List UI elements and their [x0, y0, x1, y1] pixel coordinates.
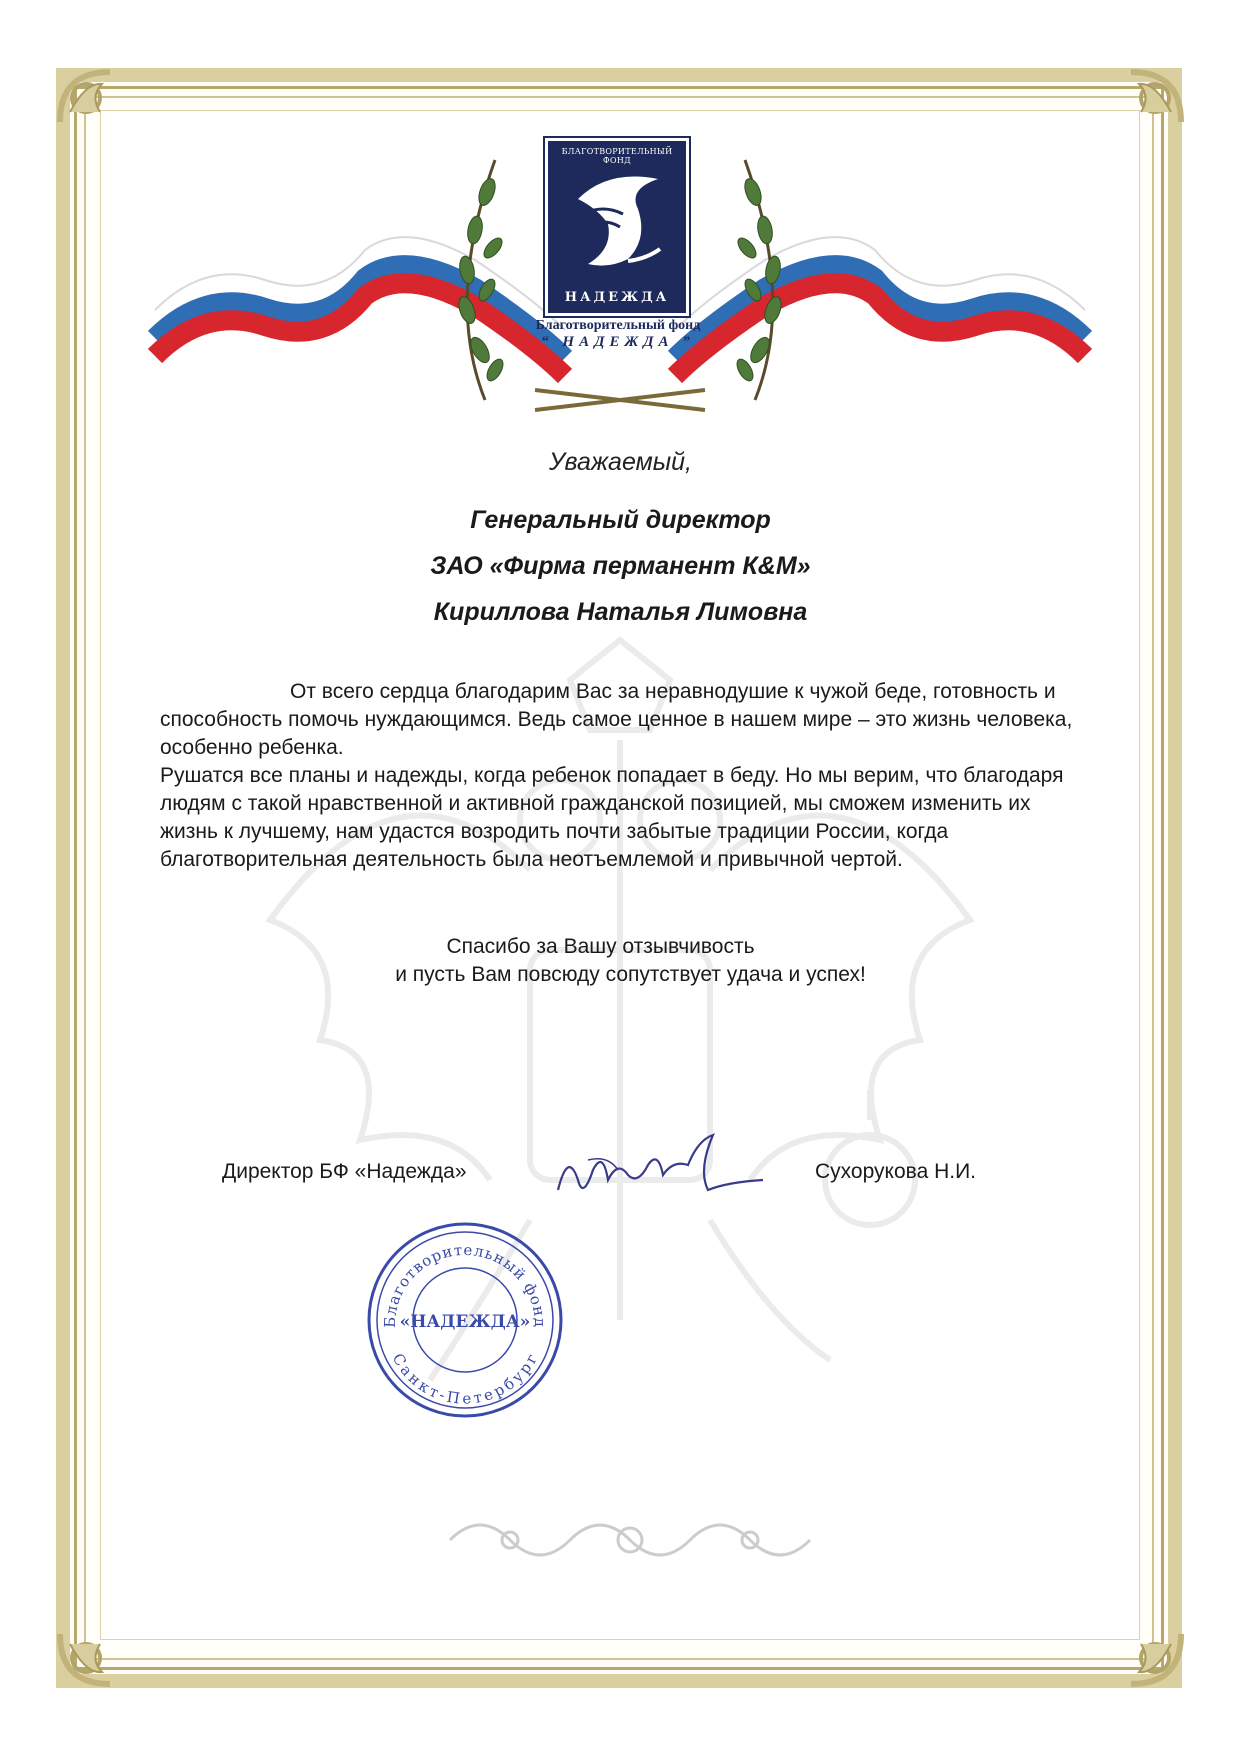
logo-top-text: БЛАГОТВОРИТЕЛЬНЫЙ ФОНД: [561, 147, 673, 165]
handwritten-signature: [548, 1120, 768, 1210]
recipient-title: Генеральный директор: [470, 506, 771, 534]
stamp-bottom-text: Санкт-Петербург: [388, 1350, 542, 1408]
signatory-name: Сухорукова Н.И.: [815, 1160, 977, 1183]
letter-paragraph-1: От всего сердца благодарим Вас за неравнодушие к чужой беде, готовность и способность помочь нуждающимся. Ведь самое ценное в нашем мире – это жизнь человека, особенно ребенка.: [160, 680, 1073, 759]
foundation-logo: [545, 138, 689, 316]
stamp-top-text: Благотворительный фонд: [380, 1240, 550, 1329]
recipient-company: ЗАО «Фирма перманент К&М»: [430, 552, 811, 580]
fund-caption-line2: “ НАДЕЖДА ”: [541, 334, 695, 350]
letter-body: [160, 678, 1090, 874]
signatory-position: Директор БФ «Надежда»: [222, 1160, 467, 1183]
fund-caption-line1: Благотворительный фонд: [535, 318, 701, 333]
greeting: Уважаемый,: [549, 448, 692, 476]
corner-ornament-icon: [50, 1574, 170, 1694]
bottom-ornament-icon: [440, 1505, 820, 1575]
stamp-center-text: «НАДЕЖДА»: [399, 1312, 531, 1332]
foundation-stamp-seal: [360, 1215, 570, 1425]
corner-ornament-icon: [1071, 1574, 1191, 1694]
logo-name: НАДЕЖДА: [564, 290, 670, 305]
thanks-line-1: Спасибо за Вашу отзывчивость: [446, 935, 755, 958]
thanks-line-2: и пусть Вам повсюду сопутствует удача и успех!: [395, 963, 866, 986]
recipient-name: Кириллова Наталья Лимовна: [433, 598, 808, 626]
letter-paragraph-2: Рушатся все планы и надежды, когда ребенок попадает в беду. Но мы верим, что благодаря людям с такой нравственной и активной гражданской позицией, мы сможем изменить их жизнь к лучшему, нам удастся возродить почти забытые традиции России, когда благотворительная деятельность была неотъемлемой и привычной чертой.: [160, 764, 1064, 871]
bird-logo-icon: [568, 169, 668, 279]
fund-caption: [520, 318, 716, 351]
